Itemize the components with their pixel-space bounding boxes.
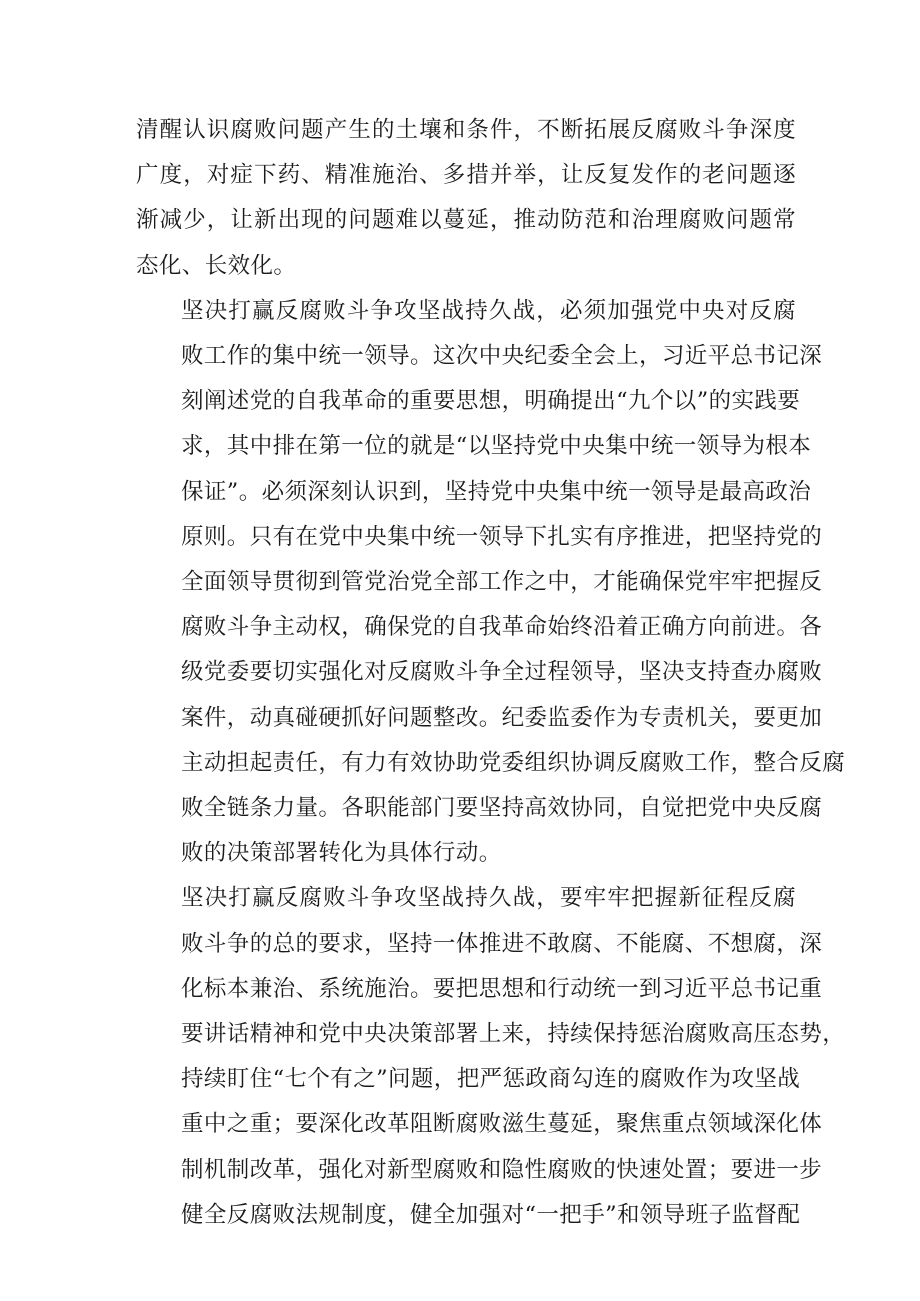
- text-line: 清醒认识腐败问题产生的土壤和条件，不断拓展反腐败斗争深度: [136, 117, 796, 143]
- text-line: 广度，对症下药、精准施治、多措并举，让反复发作的老问题逐: [136, 162, 796, 189]
- document-body: [136, 108, 846, 1238]
- text-line: 坚决打赢反腐败斗争攻坚战持久战，必须加强党中央对反腐: [181, 297, 796, 324]
- text-line: 保证”。必须深刻认识到，坚持党中央集中统一领导是最高政治: [181, 478, 812, 505]
- paragraph: [136, 876, 846, 1238]
- text-line: 原则。只有在党中央集中统一领导下扎实有序推进，把坚持党的: [181, 523, 823, 550]
- text-line: 败工作的集中统一领导。这次中央纪委全会上，习近平总书记深: [181, 343, 823, 370]
- text-line: 案件，动真碰硬抓好问题整改。纪委监委作为专责机关，要更加: [181, 704, 823, 731]
- text-line: 健全反腐败法规制度，健全加强对“一把手”和领导班子监督配: [181, 1201, 801, 1228]
- text-line: 主动担起责任，有力有效协助党委组织协调反腐败工作，整合反腐: [181, 749, 846, 776]
- text-line: 刻阐述党的自我革命的重要思想，明确提出“九个以”的实践要: [181, 388, 801, 415]
- text-line: 持续盯住“七个有之”问题，把严惩政商勾连的腐败作为攻坚战: [181, 1066, 801, 1093]
- text-line: 级党委要切实强化对反腐败斗争全过程领导，坚决支持查办腐败: [181, 659, 823, 686]
- paragraph: [136, 108, 796, 289]
- text-line: 制机制改革，强化对新型腐败和隐性腐败的快速处置；要进一步: [181, 1156, 823, 1183]
- text-line: 败斗争的总的要求，坚持一体推进不敢腐、不能腐、不想腐，深: [181, 930, 823, 957]
- text-line: 重中之重；要深化改革阻断腐败滋生蔓延，聚焦重点领域深化体: [181, 1111, 823, 1138]
- text-line: 全面领导贯彻到管党治党全部工作之中，才能确保党牢牢把握反: [181, 569, 823, 596]
- text-line: 腐败斗争主动权，确保党的自我革命始终沿着正确方向前进。各: [181, 614, 823, 641]
- text-line: 求，其中排在第一位的就是“以坚持党中央集中统一领导为根本: [181, 433, 812, 460]
- text-line: 渐减少，让新出现的问题难以蔓延，推动防范和治理腐败问题常: [136, 207, 796, 234]
- text-line: 坚决打赢反腐败斗争攻坚战持久战，要牢牢把握新征程反腐: [181, 885, 796, 912]
- paragraph: [136, 289, 846, 877]
- text-line: 化标本兼治、系统施治。要把思想和行动统一到习近平总书记重: [181, 975, 823, 1002]
- text-line: 要讲话精神和党中央决策部署上来，持续保持惩治腐败高压态势，: [181, 1021, 846, 1048]
- text-line: 败全链条力量。各职能部门要坚持高效协同，自觉把党中央反腐: [181, 795, 823, 822]
- text-line: 态化、长效化。: [136, 252, 297, 279]
- text-line: 败的决策部署转化为具体行动。: [181, 840, 502, 867]
